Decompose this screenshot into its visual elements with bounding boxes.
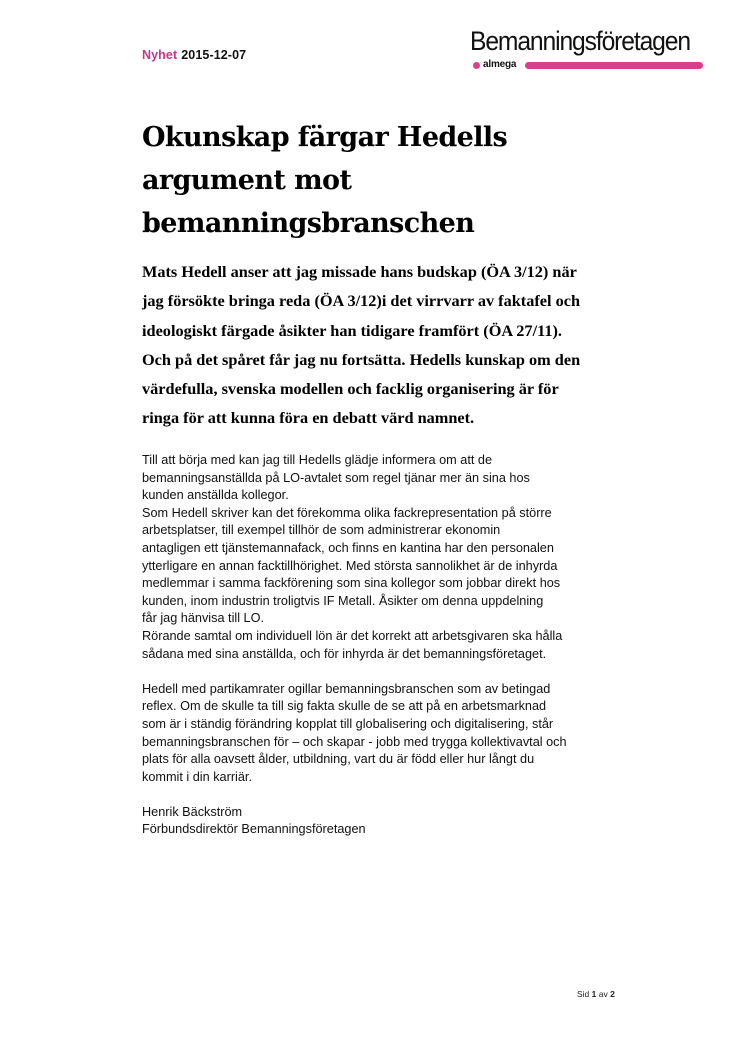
body-line: Rörande samtal om individuell lön är det korrekt att arbetsgivaren ska hålla: [142, 628, 563, 643]
page-prefix: Sid: [577, 989, 590, 999]
lead-line: ringa för att kunna föra en debatt värd namnet.: [142, 408, 475, 428]
lead-line: Och på det spåret får jag nu fortsätta. Hedells kunskap om den: [142, 349, 581, 369]
title-line: Okunskap färgar Hedells: [142, 122, 508, 153]
page-separator: av: [598, 989, 608, 999]
lead-line: jag försökte bringa reda (ÖA 3/12)i det virrvarr av faktafel och: [142, 291, 581, 311]
current-page: 1: [591, 989, 597, 999]
logo-dot-icon: [473, 62, 480, 69]
body-line: bemanningsanställda på LO-avtalet som regel tjänar mer än sina hos: [142, 470, 530, 485]
article-body: [142, 452, 622, 839]
body-line: ytterligare en annan facktillhörighet. Med största sannolikhet är de inhyrda: [142, 558, 558, 573]
body-line: Till att börja med kan jag till Hedells glädje informera om att de: [142, 453, 493, 467]
article-title: [142, 116, 612, 245]
title-line: bemanningsbranschen: [142, 208, 475, 239]
body-line: arbetsplatser, till exempel tillhör de som administrerar ekonomin: [142, 523, 501, 538]
body-line: antagligen ett tjänstemannafack, och finns en kantina har den personalen: [142, 540, 554, 555]
body-line: medlemmar i samma fackförening som sina kollegor som jobbar direkt hos: [142, 576, 561, 591]
page-indicator: [577, 989, 615, 999]
body-line: reflex. Om de skulle ta till sig fakta skulle de se att på en arbetsmarknad: [142, 699, 547, 714]
title-line: argument mot: [142, 165, 352, 196]
body-line: kunden anställda kollegor.: [142, 488, 289, 503]
body-line: Hedell med partikamrater ogillar bemanningsbranschen som av betingad: [142, 681, 551, 696]
body-line: plats för alla oavsett ålder, utbildning, vart du är född eller hur långt du: [142, 752, 535, 767]
news-type-label: Nyhet: [142, 48, 178, 62]
lead-line: värdefulla, svenska modellen och facklig organisering är för: [142, 379, 559, 399]
body-line: sådana med sina anställda, och för inhyrda är det bemanningsföretaget.: [142, 646, 547, 661]
body-line: kommit i din karriär.: [142, 769, 252, 784]
paragraph-gap: [142, 786, 622, 804]
lead-line: Mats Hedell anser att jag missade hans budskap (ÖA 3/12) när: [142, 262, 577, 281]
body-line: kunden, inom industrin troligtvis IF Metall. Åsikter om denna uppdelning: [142, 593, 544, 608]
author-name: Henrik Bäckström: [142, 804, 243, 819]
bemanningsforetagen-logo: [470, 26, 706, 74]
body-line: Som Hedell skriver kan det förekomma olika fackrepresentation på större: [142, 505, 552, 520]
body-line: får jag hänvisa till LO.: [142, 611, 264, 626]
news-meta: [142, 48, 246, 62]
logo-accent-bar: [525, 62, 703, 69]
body-line: som är i ständig förändring kopplat till globalisering och digitalisering, står: [142, 716, 554, 731]
lead-line: ideologiskt färgade åsikter han tidigare framfört (ÖA 27/11).: [142, 320, 562, 340]
paragraph-gap: [142, 663, 622, 681]
logo-almega: almega: [483, 59, 517, 70]
logo-wordmark: Bemanningsföretagen: [470, 26, 690, 56]
author-title: Förbundsdirektör Bemanningsföretagen: [142, 822, 366, 837]
total-pages: 2: [610, 989, 615, 999]
publish-date: 2015-12-07: [181, 48, 247, 62]
article-lead: [142, 257, 612, 433]
body-line: bemanningsbranschen för – och skapar - jobb med trygga kollektivavtal och: [142, 734, 567, 749]
